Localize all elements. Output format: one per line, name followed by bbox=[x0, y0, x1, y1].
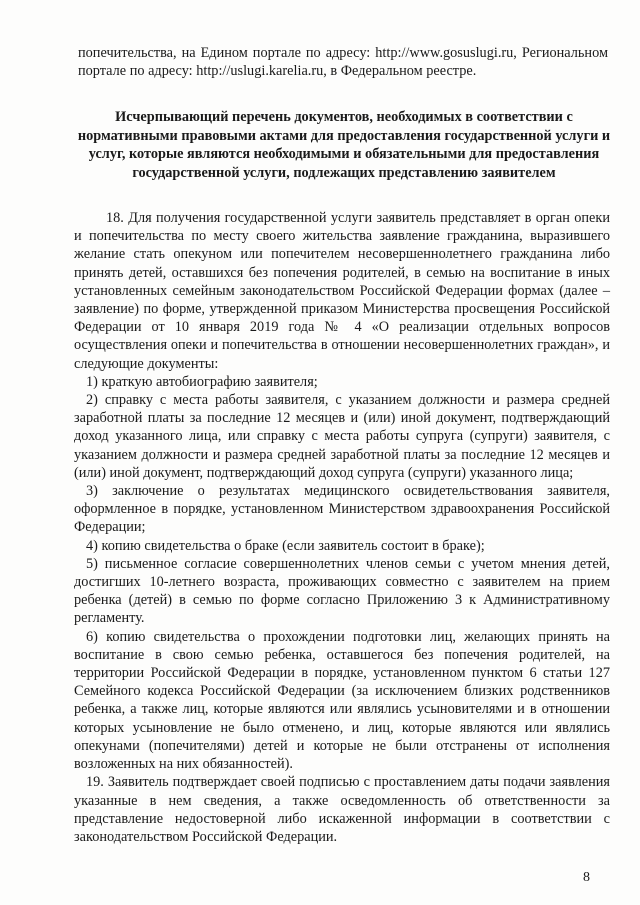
paragraph-18: 18. Для получения государственной услуги заявитель представляет в орган опеки и попечительства по месту своего жительства заявление гражданина, выразившего желание стать опекуном или попечителем несовершеннолетнего гражданина либо принять детей, оставшихся без попечения родителей, в семью на воспитание в иных установленных семейным законодательством Российской Федерации формах (далее – заявление) по форме, утвержденной приказом Министерства просвещения Российской Федерации от 10 января 2019 года № 4 «О реализации отдельных вопросов осуществления опеки и попечительства в отношении несовершеннолетних граждан», и следующие документы: bbox=[74, 210, 610, 372]
paragraph-19: 19. Заявитель подтверждает своей подписью с проставлением даты подачи заявления указанные в нем сведения, а также осведомленность об ответственности за представление недостоверной либо искаженной информации в соответствии с законодательством Российской Федерации. bbox=[74, 774, 610, 845]
page-number: 8 bbox=[583, 870, 590, 885]
list-item-5: 5) письменное согласие совершеннолетних членов семьи с учетом мнения детей, достигших 10-летнего возраста, проживающих совместно с заявителем на прием ребенка (детей) в семью по форме согласно Приложению 3 к Административному регламенту. bbox=[74, 555, 610, 627]
document-body bbox=[74, 209, 610, 846]
list-item-4: 4) копию свидетельства о браке (если заявитель состоит в браке); bbox=[86, 537, 485, 554]
section-heading: Исчерпывающий перечень документов, необходимых в соответствии с нормативными правовыми актами для предоставления государственной услуги и услуг, которые являются необходимыми и обязательными для предоставления государственной услуги, подлежащих представлению заявителем bbox=[77, 109, 611, 181]
list-item-1: 1) краткую автобиографию заявителя; bbox=[86, 373, 318, 390]
list-item-6: 6) копию свидетельства о прохождении подготовки лиц, желающих принять на воспитание в свою семью ребенка, оставшегося без попечения родителей, на территории Российской Федерации в порядке, установленном пунктом 6 статьи 127 Семейного кодекса Российской Федерации (за исключением близких родственников ребенка, а также лиц, которые являются или являлись усыновителями и в отношении которых усыновление не было отменено, и лиц, которые являются или являлись опекунами (попечителями) детей и которые не были отстранены от исполнения возложенных на них обязанностей). bbox=[74, 628, 610, 773]
list-item-2: 2) справку с места работы заявителя, с указанием должности и размера средней заработной платы за последние 12 месяцев и (или) иной документ, подтверждающий доход указанного лица, или справку с места работы супруга (супруги) заявителя, с указанием должности и размера средней заработной платы за последние 12 месяцев и (или) иной документ, подтверждающий доход супруга (супруги) указанного лица; bbox=[74, 392, 610, 481]
intro-paragraph: попечительства, на Едином портале по адресу: http://www.gosuslugi.ru, Региональном портале по адресу: http://uslugi.karelia.ru, в Федеральном реестре. bbox=[78, 45, 608, 80]
list-item-3: 3) заключение о результатах медицинского освидетельствования заявителя, оформленное в порядке, установленном Министерством здравоохранения Российской Федерации; bbox=[74, 483, 610, 536]
